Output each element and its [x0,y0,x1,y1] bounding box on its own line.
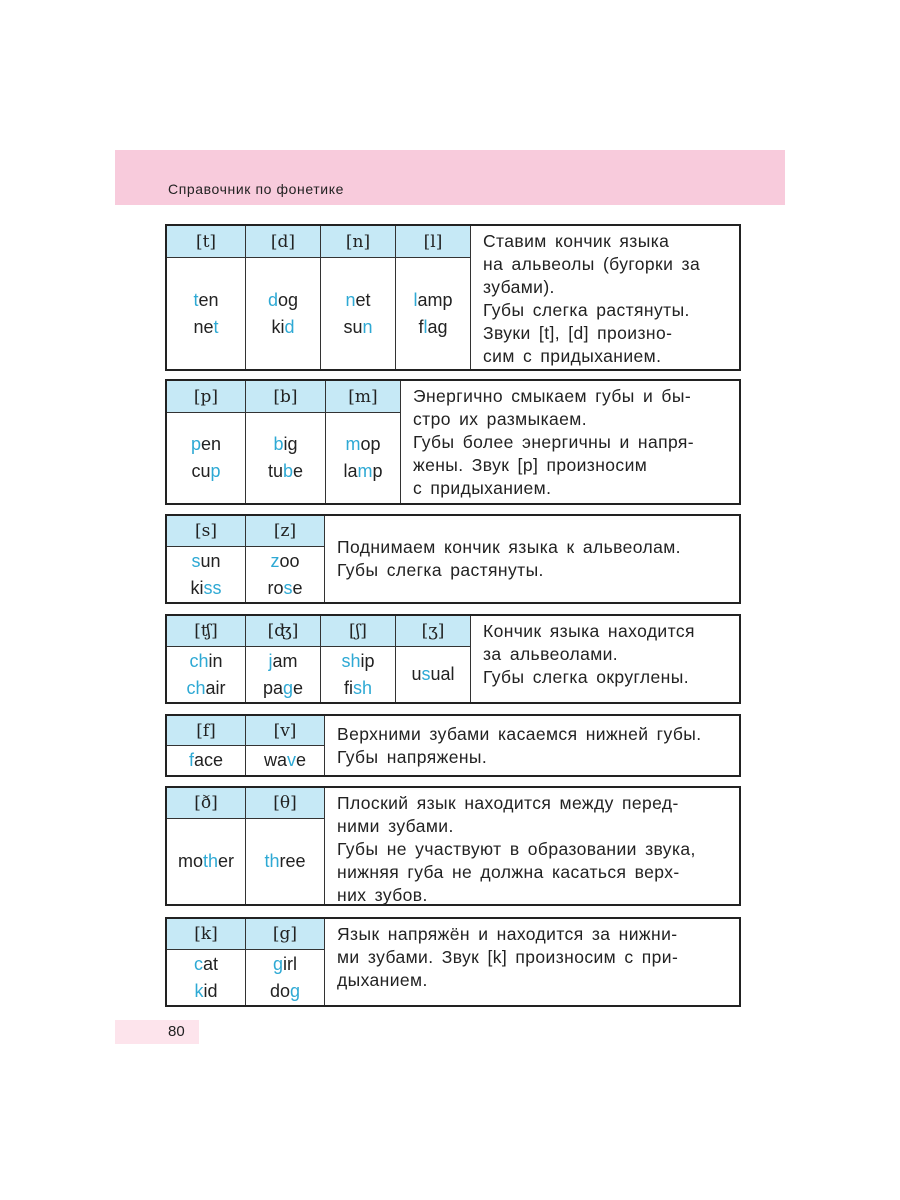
description-text: Верхними зубами касаемся нижней губы. Губы напряжены. [337,723,702,767]
phoneme-column [396,226,471,369]
phoneme-column [246,919,325,1005]
example-words [246,258,320,369]
example-word: wave [263,750,307,770]
description-text: Поднимаем кончик языка к альвеолам. Губы слегка растянуты. [337,537,681,580]
example-words [167,258,245,369]
highlighted-letters: th [264,851,280,871]
phoneme-symbol: [v] [246,716,324,746]
phoneme-symbol: [ʃ] [321,616,395,647]
articulation-description [471,616,739,702]
example-word: ship [341,650,375,671]
phoneme-column [167,716,246,775]
example-word: cat [193,953,218,974]
phoneme-column [167,381,246,503]
example-words [321,258,395,369]
phoneme-symbol: [ð] [167,788,245,819]
highlighted-letters: s [421,664,431,684]
example-word: ten [193,289,219,310]
example-word: tube [267,461,304,481]
example-word: kid [271,316,295,337]
phoneme-column [246,516,325,602]
highlighted-letters: s [283,577,293,598]
highlighted-letters: g [272,953,283,974]
example-words [396,647,470,702]
example-word: zoo [270,550,300,571]
example-word: net [345,289,371,310]
example-word: rose [267,577,303,598]
example-word: jam [268,650,298,671]
example-words [246,819,324,904]
articulation-description [471,226,739,369]
highlighted-letters: s [191,550,201,571]
highlighted-letters: j [268,650,273,671]
phoneme-symbol: [k] [167,919,245,950]
description-text: Язык напряжён и находится за нижни- ми зубами. Звук [k] произносим с при- дыханием. [337,924,679,990]
highlighted-letters: l [423,316,428,337]
description-text: Плоский язык находится между перед- ними зубами. Губы не участвуют в образовании звука, нижняя губа не должна касаться верх- них зубов. [337,793,696,905]
highlighted-letters: m [345,434,361,454]
phoneme-column [167,226,246,369]
example-words [167,950,245,1005]
highlighted-letters: v [287,750,296,770]
highlighted-letters: b [282,461,293,481]
phoneme-column [246,788,325,904]
phoneme-column [167,788,246,904]
highlighted-letters: d [284,316,295,337]
example-word: mother [177,851,235,871]
highlighted-letters: m [357,461,373,481]
highlighted-letters: ch [186,677,206,698]
example-words [167,413,245,503]
phoneme-block [165,514,741,604]
page-header-title: Справочник по фонетике [168,181,344,197]
highlighted-letters: p [190,434,201,454]
highlighted-letters: t [213,316,219,337]
phoneme-column [321,616,396,702]
phoneme-column [246,616,321,702]
phoneme-symbol: [ʒ] [396,616,470,647]
phoneme-block [165,224,741,371]
phoneme-column [167,919,246,1005]
example-word: mop [345,434,381,454]
example-words [167,547,245,602]
highlighted-letters: sh [341,650,361,671]
highlighted-letters: b [273,434,284,454]
articulation-description [325,716,739,775]
articulation-description [325,919,739,1005]
phoneme-column [321,226,396,369]
highlighted-letters: sh [352,677,372,698]
example-words [246,746,324,775]
example-word: lamp [343,461,383,481]
phoneme-symbol: [ʤ] [246,616,320,647]
example-words [167,746,245,775]
highlighted-letters: n [362,316,373,337]
description-text: Ставим кончик языка на альвеолы (бугорки за зубами). Губы слегка растянуты. Звуки [t], [d] произно- сим с придыханием. [483,231,701,366]
highlighted-letters: c [193,953,203,974]
example-word: net [193,316,219,337]
phoneme-symbol: [θ] [246,788,324,819]
example-word: face [188,750,224,770]
highlighted-letters: g [283,677,294,698]
phoneme-symbol: [f] [167,716,245,746]
example-word: kid [194,980,218,1001]
example-words [167,647,245,702]
example-words [246,647,320,702]
example-words [246,547,324,602]
phoneme-column [246,716,325,775]
highlighted-letters: g [290,980,301,1001]
phoneme-column [246,381,326,503]
highlighted-letters: th [202,851,218,871]
example-words [396,258,470,369]
highlighted-letters: p [210,461,221,481]
phoneme-symbol: [z] [246,516,324,547]
example-word: sun [191,550,221,571]
example-words [167,819,245,904]
example-word: chair [186,677,226,698]
highlighted-letters: z [270,550,280,571]
phoneme-symbol: [ʧ] [167,616,245,647]
phoneme-symbol: [l] [396,226,470,258]
page-number-band [115,1020,199,1044]
example-word: dog [269,980,301,1001]
example-word: page [262,677,304,698]
phoneme-column [396,616,471,702]
description-text: Энергично смыкаем губы и бы- стро их размыкаем. Губы более энергичны и напря- жены. Звук [p] произносим с придыханием. [413,385,695,498]
phoneme-symbol: [b] [246,381,325,413]
example-word: pen [190,434,222,454]
example-word: lamp [413,289,453,310]
example-word: chin [189,650,223,671]
phoneme-symbol: [g] [246,919,324,950]
highlighted-letters: l [413,289,418,310]
phoneme-block [165,379,741,505]
example-word: three [264,851,306,871]
example-words [246,413,325,503]
highlighted-letters: ss [203,577,222,598]
phoneme-symbol: [t] [167,226,245,258]
highlighted-letters: k [194,980,204,1001]
highlighted-letters: ch [189,650,209,671]
example-word: kiss [190,577,222,598]
example-word: sun [343,316,373,337]
articulation-description [401,381,739,503]
example-word: dog [267,289,299,310]
example-word: flag [418,316,448,337]
example-word: girl [272,953,297,974]
phoneme-column [246,226,321,369]
example-word: fish [343,677,372,698]
phoneme-symbol: [s] [167,516,245,547]
phoneme-block [165,786,741,906]
phoneme-symbol: [p] [167,381,245,413]
page-number: 80 [168,1023,185,1040]
example-words [326,413,400,503]
example-words [321,647,395,702]
example-word: cup [191,461,221,481]
phoneme-block [165,714,741,777]
phoneme-symbol: [m] [326,381,400,413]
highlighted-letters: d [267,289,278,310]
highlighted-letters: n [345,289,356,310]
articulation-description [325,516,739,602]
articulation-description [325,788,739,904]
phoneme-block [165,917,741,1007]
highlighted-letters: t [193,289,199,310]
phoneme-column [167,616,246,702]
phoneme-block [165,614,741,704]
phoneme-column [167,516,246,602]
highlighted-letters: f [188,750,194,770]
example-word: big [273,434,298,454]
description-text: Кончик языка находится за альвеолами. Губы слегка округлены. [483,621,695,687]
example-word: usual [411,664,455,684]
phoneme-column [326,381,401,503]
phoneme-symbol: [d] [246,226,320,258]
phoneme-symbol: [n] [321,226,395,258]
example-words [246,950,324,1005]
